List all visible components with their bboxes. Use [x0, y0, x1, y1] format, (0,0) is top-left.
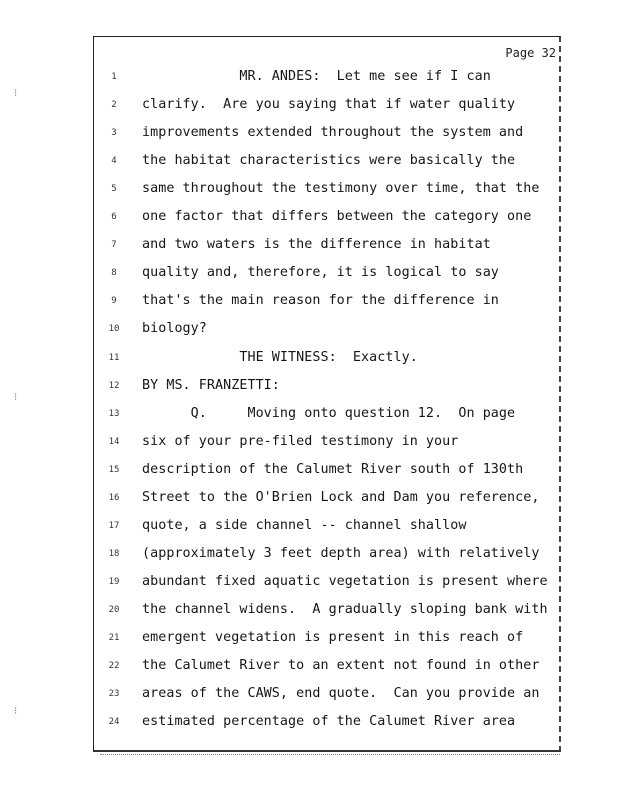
transcript-line: improvements extended throughout the system and [142, 125, 524, 141]
line-number: 4 [111, 156, 117, 167]
line-number: 1 [111, 72, 117, 82]
transcript-line: MR. ANDES: Let me see if I can [142, 69, 491, 84]
margin-mark: ⁝ [14, 706, 18, 717]
line-number: 20 [108, 604, 120, 615]
margin-mark: ⁝ [14, 392, 18, 403]
transcript-line: THE WITNESS: Exactly. [142, 349, 418, 365]
transcript-line: clarify. Are you saying that if water quality [142, 97, 516, 113]
transcript-line: biology? [142, 321, 207, 337]
line-number: 18 [108, 548, 120, 559]
transcript-line: quality and, therefore, it is logical to say [142, 265, 499, 281]
line-number: 5 [111, 184, 117, 195]
line-number: 22 [108, 661, 120, 672]
transcript-line: (approximately 3 feet depth area) with relatively [142, 545, 540, 561]
line-number: 24 [108, 717, 120, 728]
line-number: 19 [108, 576, 120, 587]
transcript-line: description of the Calumet River south of 130th [142, 461, 524, 477]
line-number: 7 [111, 240, 117, 251]
line-number: 8 [111, 268, 117, 279]
transcript-line: Street to the O'Brien Lock and Dam you reference, [142, 489, 540, 505]
transcript-line: six of your pre-filed testimony in your [142, 433, 459, 449]
transcript-line: the channel widens. A gradually sloping bank with [142, 601, 548, 617]
transcript-line: quote, a side channel -- channel shallow [142, 517, 467, 533]
line-number: 2 [111, 100, 117, 111]
line-number: 11 [108, 352, 120, 363]
line-number: 16 [108, 492, 120, 503]
margin-mark: ⁝ [14, 88, 18, 99]
line-number: 23 [108, 689, 120, 700]
transcript-line: BY MS. FRANZETTI: [142, 377, 280, 393]
line-number: 13 [108, 408, 120, 419]
transcript-line: emergent vegetation is present in this reach of [142, 630, 524, 645]
line-number: 15 [108, 464, 120, 475]
transcript-line: areas of the CAWS, end quote. Can you provide an [142, 686, 540, 702]
line-number: 17 [108, 520, 120, 531]
line-number: 14 [108, 436, 120, 447]
line-number: 6 [111, 212, 117, 223]
transcript-line: the habitat characteristics were basically the [142, 153, 516, 169]
line-number: 10 [108, 324, 120, 335]
transcript-line: Q. Moving onto question 12. On page [142, 405, 516, 421]
line-number: 9 [111, 296, 117, 307]
page-number: Page 32 [505, 46, 556, 60]
transcript-line: abundant fixed aquatic vegetation is present where [142, 573, 548, 589]
line-number: 12 [108, 380, 120, 391]
line-number: 21 [108, 633, 120, 643]
transcript-line: and two waters is the difference in habitat [142, 237, 491, 253]
transcript-line: estimated percentage of the Calumet River area [142, 714, 516, 730]
transcript-line: that's the main reason for the difference in [142, 293, 499, 309]
transcript-line: same throughout the testimony over time, that the [142, 181, 540, 197]
transcript-line: one factor that differs between the category one [142, 209, 532, 225]
scan-artifact-line [100, 754, 560, 755]
transcript-line: the Calumet River to an extent not found in other [142, 658, 540, 674]
line-number: 3 [111, 128, 117, 139]
